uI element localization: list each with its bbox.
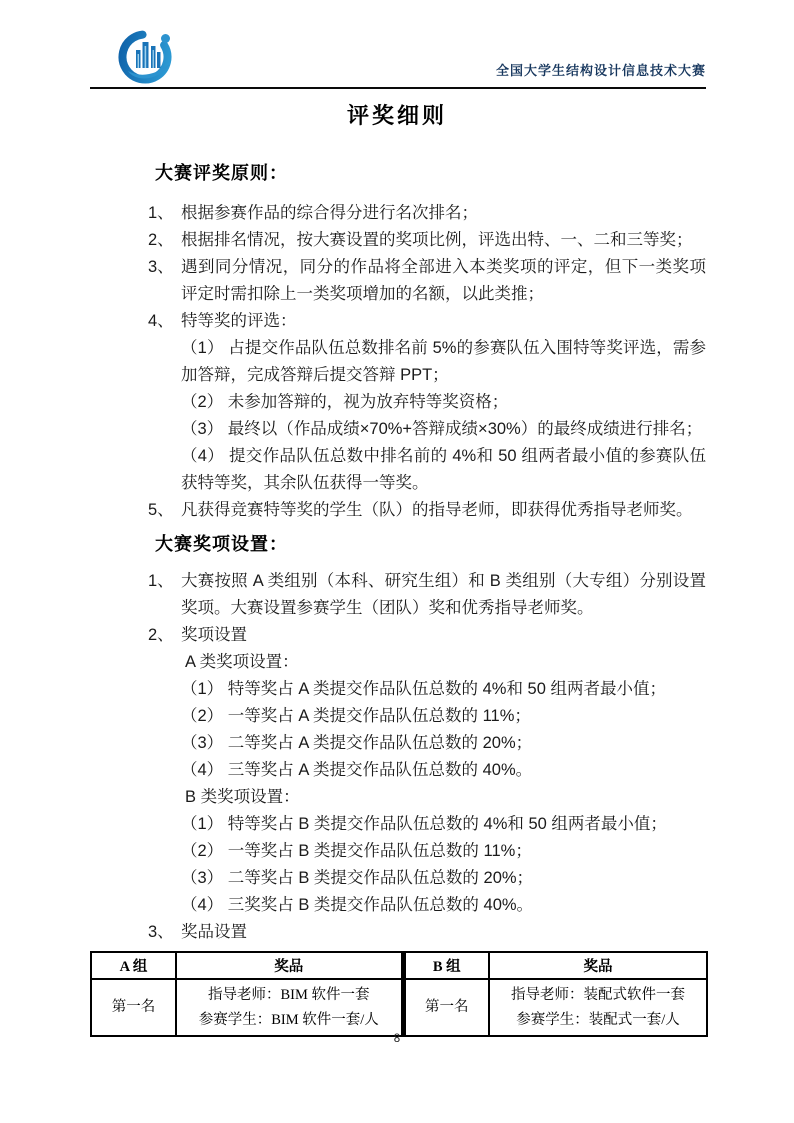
list-item xyxy=(148,200,706,227)
list-item xyxy=(148,703,706,730)
list-item xyxy=(148,254,706,308)
list-item xyxy=(148,892,706,919)
list-item xyxy=(148,389,706,416)
principles-list xyxy=(148,200,706,524)
list-item xyxy=(148,757,706,784)
item-text: （3） 二等奖占 A 类提交作品队伍总数的 20%； xyxy=(181,734,533,752)
cell-b-prize xyxy=(489,979,707,1036)
prize-line: 指导老师：装配式软件一套 xyxy=(511,986,685,1003)
list-item xyxy=(148,443,706,497)
prize-line: 参赛学生：装配式一套/人 xyxy=(516,1011,680,1028)
table-row xyxy=(91,979,707,1036)
cell-b-rank: 第一名 xyxy=(403,979,489,1036)
item-text: （4） 三等奖占 A 类提交作品队伍总数的 40%。 xyxy=(181,761,533,779)
item-text: （4） 提交作品队伍总数中排名前的 4%和 50 组两者最小值的参赛队伍获特等奖，其余队伍获得一等奖。 xyxy=(181,447,706,492)
item-marker: 2、 xyxy=(148,626,174,644)
prize-table xyxy=(90,951,708,1037)
item-text: 遇到同分情况，同分的作品将全部进入本类奖项的评定，但下一类奖项评定时需扣除上一类奖项增加的名额，以此类推； xyxy=(181,258,706,303)
list-item xyxy=(148,568,706,622)
item-text: （1） 特等奖占 B 类提交作品队伍总数的 4%和 50 组两者最小值； xyxy=(181,815,667,833)
item-text: 奖品设置 xyxy=(181,923,247,941)
list-item xyxy=(148,865,706,892)
item-marker: 3、 xyxy=(148,258,174,276)
section-heading-principles: 大赛评奖原则： xyxy=(155,163,288,183)
list-item xyxy=(148,730,706,757)
list-item xyxy=(148,838,706,865)
item-text: （1） 占提交作品队伍总数排名前 5%的参赛队伍入围特等奖评选，需参加答辩，完成答辩后提交答辩 PPT； xyxy=(181,339,706,384)
list-item xyxy=(148,622,706,649)
page-number: 8 xyxy=(393,1033,401,1045)
table-header-prize-b: 奖品 xyxy=(489,952,707,979)
competition-logo-icon xyxy=(117,28,177,84)
item-text: 根据排名情况，按大赛设置的奖项比例，评选出特、一、二和三等奖； xyxy=(181,231,693,249)
page-title: 评奖细则 xyxy=(346,103,447,128)
document-body xyxy=(111,158,706,1037)
cell-a-rank: 第一名 xyxy=(91,979,176,1036)
table-header-row xyxy=(91,952,707,979)
item-text: 大赛按照 A 类组别（本科、研究生组）和 B 类组别（大专组）分别设置奖项。大赛设置参赛学生（团队）奖和优秀指导老师奖。 xyxy=(181,572,706,617)
item-text: （2） 一等奖占 B 类提交作品队伍总数的 11%； xyxy=(181,842,532,860)
item-text: （2） 一等奖占 A 类提交作品队伍总数的 11%； xyxy=(181,707,531,725)
table-header-prize-a: 奖品 xyxy=(176,952,403,979)
prize-line: 指导老师：BIM 软件一套 xyxy=(207,986,370,1003)
item-marker: 1、 xyxy=(148,204,174,222)
prize-line: 参赛学生：BIM 软件一套/人 xyxy=(198,1011,379,1028)
list-item xyxy=(148,649,706,676)
item-marker: 3、 xyxy=(148,923,174,941)
table-header-group-a: A 组 xyxy=(91,952,176,979)
list-item xyxy=(148,227,706,254)
item-text: 根据参赛作品的综合得分进行名次排名； xyxy=(181,204,478,222)
item-marker: 5、 xyxy=(148,501,174,519)
item-text: （3） 二等奖占 B 类提交作品队伍总数的 20%； xyxy=(181,869,534,887)
org-name: 全国大学生结构设计信息技术大赛 xyxy=(495,63,706,78)
item-text: 奖项设置 xyxy=(181,626,247,644)
item-text: B 类奖项设置： xyxy=(185,788,300,806)
item-text: （1） 特等奖占 A 类提交作品队伍总数的 4%和 50 组两者最小值； xyxy=(181,680,666,698)
list-item xyxy=(148,308,706,335)
section-heading-awards: 大赛奖项设置： xyxy=(155,534,288,554)
list-item xyxy=(148,416,706,443)
item-text: （3） 最终以（作品成绩×70%+答辩成绩×30%）的最终成绩进行排名； xyxy=(181,420,703,438)
list-item xyxy=(148,784,706,811)
awards-list xyxy=(148,568,706,946)
item-text: 凡获得竞赛特等奖的学生（队）的指导老师，即获得优秀指导老师奖。 xyxy=(181,501,693,519)
item-text: （4） 三奖奖占 B 类提交作品队伍总数的 40%。 xyxy=(181,896,534,914)
item-marker: 2、 xyxy=(148,231,174,249)
item-text: （2） 未参加答辩的，视为放弃特等奖资格； xyxy=(181,393,509,411)
list-item xyxy=(148,335,706,389)
item-marker: 1、 xyxy=(148,572,174,590)
cell-a-prize xyxy=(176,979,403,1036)
item-text: A 类奖项设置： xyxy=(185,653,299,671)
item-marker: 4、 xyxy=(148,312,174,330)
item-text: 特等奖的评选： xyxy=(181,312,297,330)
header-rule xyxy=(90,87,706,89)
list-item xyxy=(148,919,706,946)
list-item xyxy=(148,811,706,838)
list-item xyxy=(148,497,706,524)
list-item xyxy=(148,676,706,703)
table-header-group-b: B 组 xyxy=(403,952,489,979)
